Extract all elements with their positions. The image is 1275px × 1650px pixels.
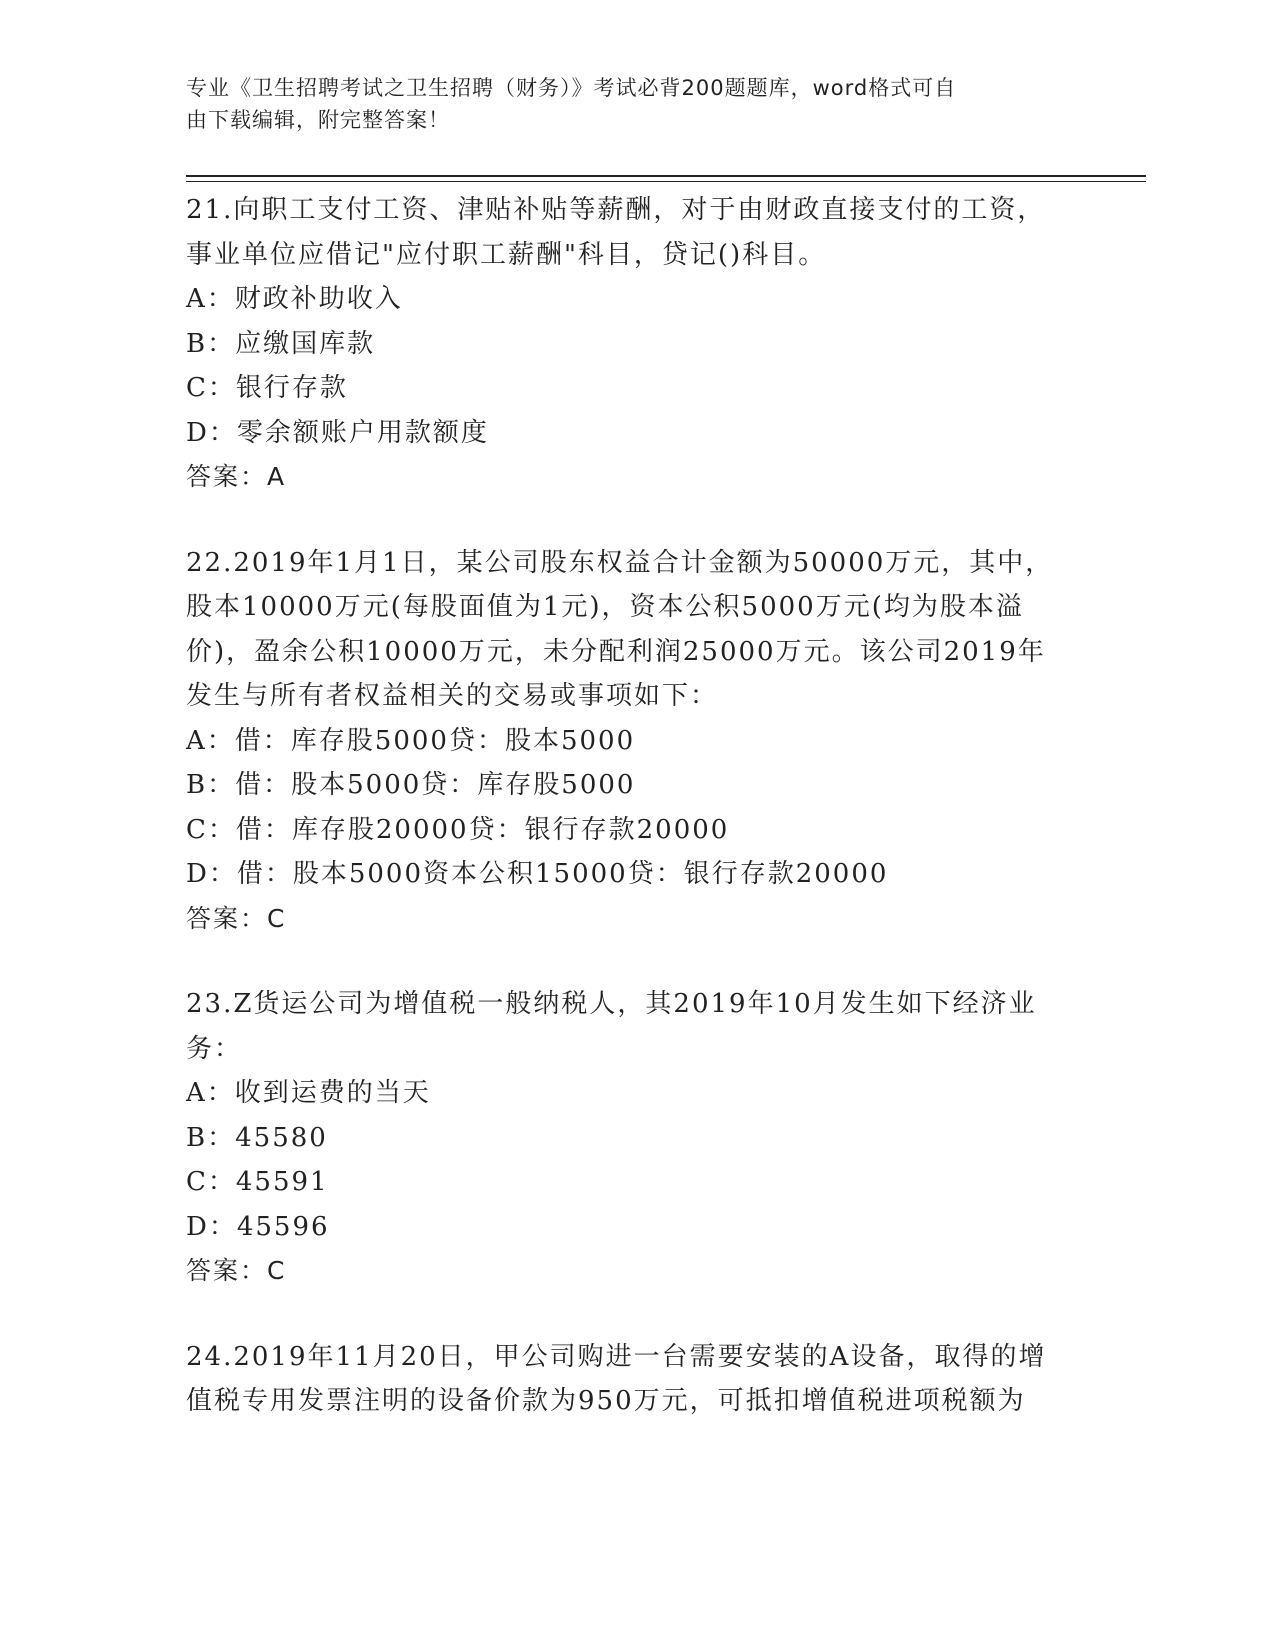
question-21 [186, 188, 1086, 500]
header-divider-thin [186, 181, 1146, 182]
option-b: B：借：股本5000贷：库存股5000 [186, 770, 636, 800]
option-a: A：收到运费的当天 [186, 1078, 431, 1108]
option-b: B：45580 [186, 1122, 328, 1153]
header-line-2: 由下载编辑，附完整答案！ [186, 108, 450, 132]
answer-line: 答案：C [186, 1256, 287, 1285]
question-stem-line: 发生与所有者权益相关的交易或事项如下： [186, 681, 719, 711]
option-a: A：财政补助收入 [186, 284, 403, 314]
question-23 [186, 982, 1086, 1294]
option-c: C：45591 [186, 1167, 329, 1197]
question-stem-line: 24.2019年11月20日，甲公司购进一台需要安装的A设备，取得的增 [186, 1341, 1047, 1372]
document-header [186, 72, 1066, 136]
header-line-1: 专业《卫生招聘考试之卫生招聘（财务）》考试必背200题题库，word格式可自 [186, 76, 957, 100]
question-stem-line: 21.向职工支付工资、津贴补贴等薪酬，对于由财政直接支付的工资， [186, 195, 1046, 225]
answer-line: 答案：C [186, 903, 287, 933]
option-d: D：零余额账户用款额度 [186, 417, 489, 448]
question-stem-line: 值税专用发票注明的设备价款为950万元，可抵扣增值税进项税额为 [186, 1386, 1026, 1416]
question-list [186, 188, 1086, 1465]
question-22 [186, 541, 1086, 942]
question-stem-line: 股本10000万元(每股面值为1元)，资本公积5000万元(均为股本溢 [186, 592, 1024, 622]
question-stem-line: 价)，盈余公积10000万元，未分配利润25000万元。该公司2019年 [186, 636, 1046, 667]
option-c: C：借：库存股20000贷：银行存款20000 [186, 814, 730, 845]
question-stem-line: 23.Z货运公司为增值税一般纳税人，其2019年10月发生如下经济业 [186, 989, 1037, 1019]
option-c: C：银行存款 [186, 373, 348, 403]
question-24 [186, 1335, 1086, 1424]
option-d: D：借：股本5000资本公积15000贷：银行存款20000 [186, 859, 889, 889]
option-a: A：借：库存股5000贷：股本5000 [186, 725, 636, 756]
question-stem-line: 事业单位应借记"应付职工薪酬"科目，贷记()科目。 [186, 239, 827, 270]
answer-line: 答案：A [186, 462, 287, 491]
header-divider-thick [186, 175, 1146, 177]
question-stem-line: 务： [186, 1033, 243, 1064]
option-d: D：45596 [186, 1211, 330, 1242]
question-stem-line: 22.2019年1月1日，某公司股东权益合计金额为50000万元，其中， [186, 547, 1054, 578]
option-b: B：应缴国库款 [186, 328, 376, 359]
